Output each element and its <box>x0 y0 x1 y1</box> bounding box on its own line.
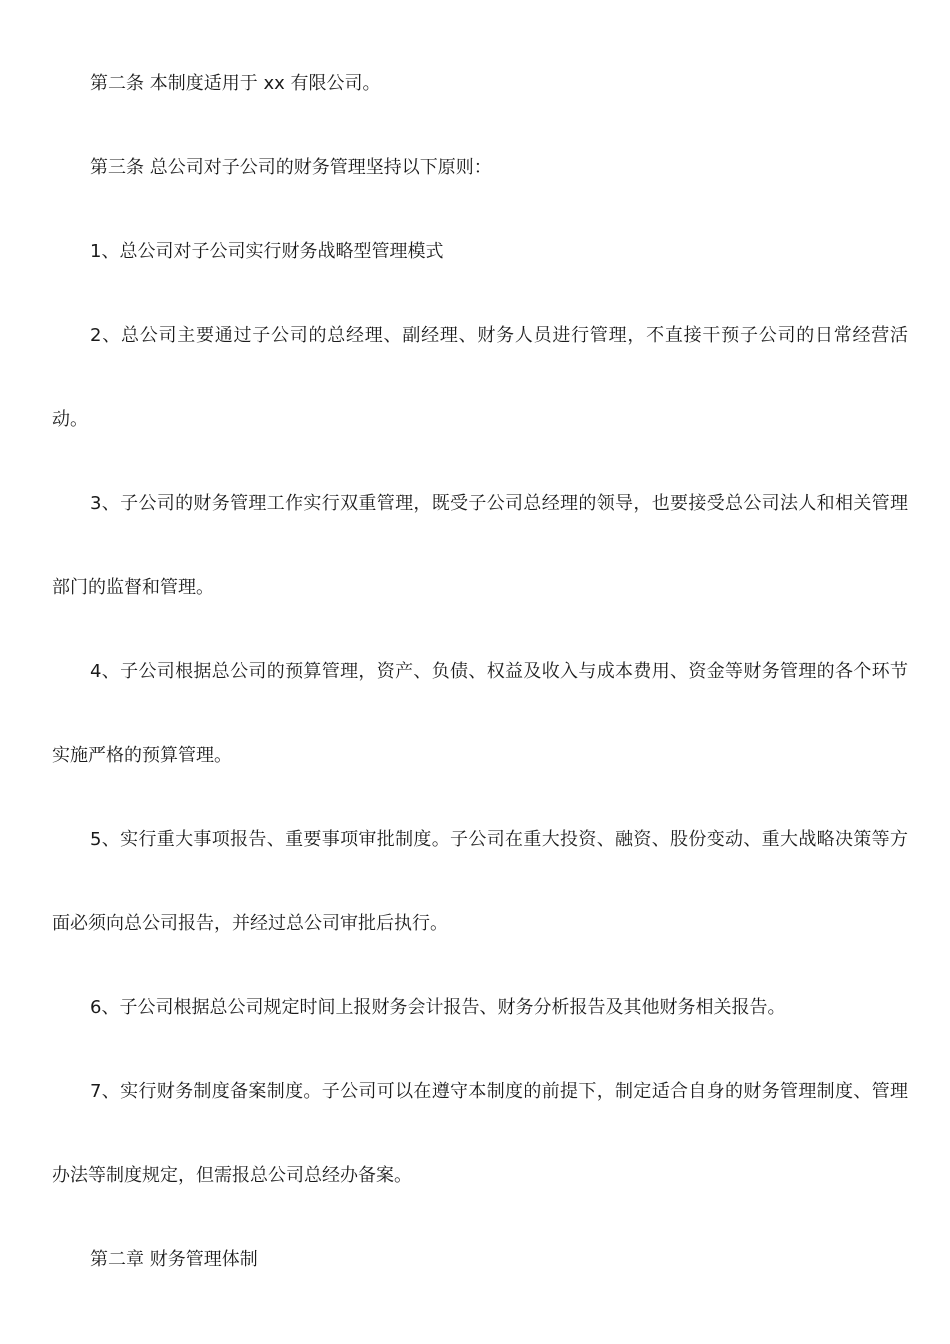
paragraph-article-2: 第二条 本制度适用于 xx 有限公司。 <box>90 73 381 94</box>
paragraph-item-4: 4、子公司根据总公司的预算管理，资产、负债、权益及收入与成本费用、资金等财务管理的各个环节实施严格的预算管理。 <box>52 661 908 766</box>
paragraph-item-1: 1、总公司对子公司实行财务战略型管理模式 <box>90 241 444 262</box>
paragraph-item-5: 5、实行重大事项报告、重要事项审批制度。子公司在重大投资、融资、股份变动、重大战略决策等方面必须向总公司报告，并经过总公司审批后执行。 <box>52 829 908 934</box>
paragraph-item-7: 7、实行财务制度备案制度。子公司可以在遵守本制度的前提下，制定适合自身的财务管理制度、管理办法等制度规定，但需报总公司总经办备案。 <box>52 1081 908 1186</box>
paragraph-item-3: 3、子公司的财务管理工作实行双重管理，既受子公司总经理的领导，也要接受总公司法人和相关管理部门的监督和管理。 <box>52 493 908 598</box>
paragraph-item-2: 2、总公司主要通过子公司的总经理、副经理、财务人员进行管理，不直接干预子公司的日常经营活动。 <box>52 325 908 430</box>
chapter-heading: 第二章 财务管理体制 <box>90 1249 258 1270</box>
paragraph-item-6: 6、子公司根据总公司规定时间上报财务会计报告、财务分析报告及其他财务相关报告。 <box>90 997 786 1018</box>
document-page <box>52 42 908 1302</box>
paragraph-article-3: 第三条 总公司对子公司的财务管理坚持以下原则： <box>90 157 492 178</box>
